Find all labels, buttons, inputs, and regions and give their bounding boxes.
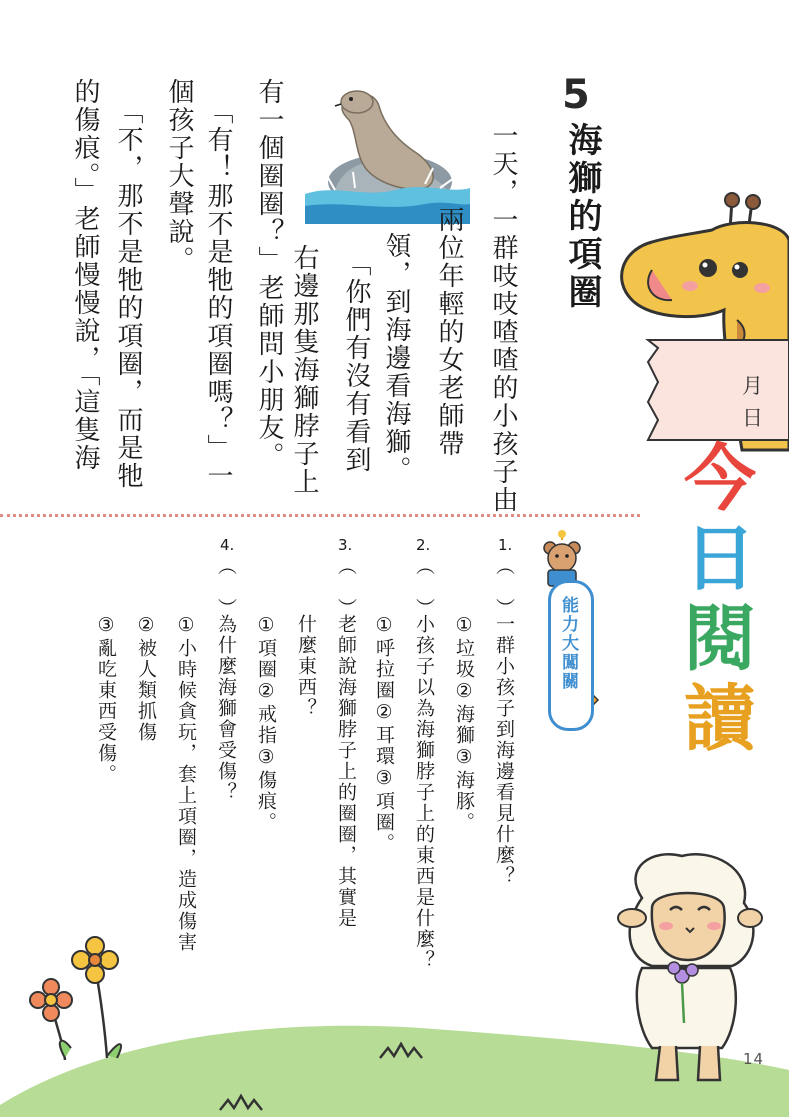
side-title	[672, 440, 756, 760]
story-line-10: 的傷痕。」老師慢慢說，「這隻海	[70, 78, 100, 472]
question-2-number: 2.	[416, 536, 431, 554]
flowers-illustration	[25, 930, 135, 1070]
question-4-text: 為什麼海獅會受傷？	[215, 614, 237, 803]
story-line-6: 有一個圈圈？」老師問小朋友。	[254, 78, 284, 470]
question-3-options: ①項圈②戒指③傷痕。	[255, 614, 277, 833]
story-line-9: 「不，那不是牠的項圈，而是牠	[113, 98, 143, 490]
question-4-number: 4.	[220, 536, 235, 554]
question-3-number: 3.	[338, 536, 353, 554]
lesson-number: 5	[562, 72, 590, 118]
question-2-options: ①呼拉圈②耳環③項圈。	[373, 614, 395, 854]
question-2-answer-bracket[interactable]: （ ）	[413, 556, 435, 619]
sheep-illustration	[612, 848, 765, 1088]
date-day-label: 日	[742, 406, 763, 430]
section-divider	[0, 514, 640, 517]
story-line-7: 「有！那不是牠的項圈嗎？」一	[203, 98, 233, 490]
question-3-text-continued: 什麼東西？	[295, 614, 317, 719]
story-line-5: 右邊那隻海獅脖子上	[289, 244, 319, 496]
question-1-text: 一群小孩子到海邊看見什麼？	[493, 614, 515, 887]
story-line-8: 個孩子大聲說。	[164, 78, 194, 274]
date-month-label: 月	[742, 374, 763, 398]
page-number: 14	[743, 1050, 765, 1068]
story-line-1: 一天，一群吱吱喳喳的小孩子由	[488, 122, 518, 514]
story-line-2: 兩位年輕的女老師帶	[434, 206, 464, 458]
side-title-char-3: 閱	[672, 600, 756, 680]
story-line-4: 「你們有沒有看到	[341, 250, 371, 474]
question-3-answer-bracket[interactable]: （ ）	[335, 556, 357, 619]
question-4-answer-bracket[interactable]: （ ）	[215, 556, 237, 619]
question-4-option-3: ③亂吃東西受傷。	[95, 614, 117, 785]
side-title-char-1: 今	[672, 440, 756, 520]
lesson-title: 海獅的項圈	[562, 122, 602, 312]
question-1-options: ①垃圾②海獅③海豚。	[453, 614, 475, 833]
side-title-char-4: 讀	[672, 680, 756, 760]
sea-lion-picture	[305, 72, 470, 224]
question-1-number: 1.	[498, 536, 513, 554]
question-4-option-1: ①小時候貪玩，套上項圈，造成傷害	[175, 614, 197, 953]
question-4-option-2: ②被人類抓傷	[135, 614, 157, 743]
story-line-3: 領，到海邊看海獅。	[381, 232, 411, 484]
question-2-text: 小孩子以為海獅脖子上的東西是什麼？	[413, 614, 435, 971]
question-3-text: 老師說海獅脖子上的圈圈，其實是	[335, 614, 357, 929]
question-1-answer-bracket[interactable]: （ ）	[493, 556, 515, 619]
section-badge: 能力大闖關	[558, 596, 578, 691]
bear-icon	[540, 530, 586, 588]
date-banner	[648, 340, 789, 440]
side-title-char-2: 日	[672, 520, 756, 600]
